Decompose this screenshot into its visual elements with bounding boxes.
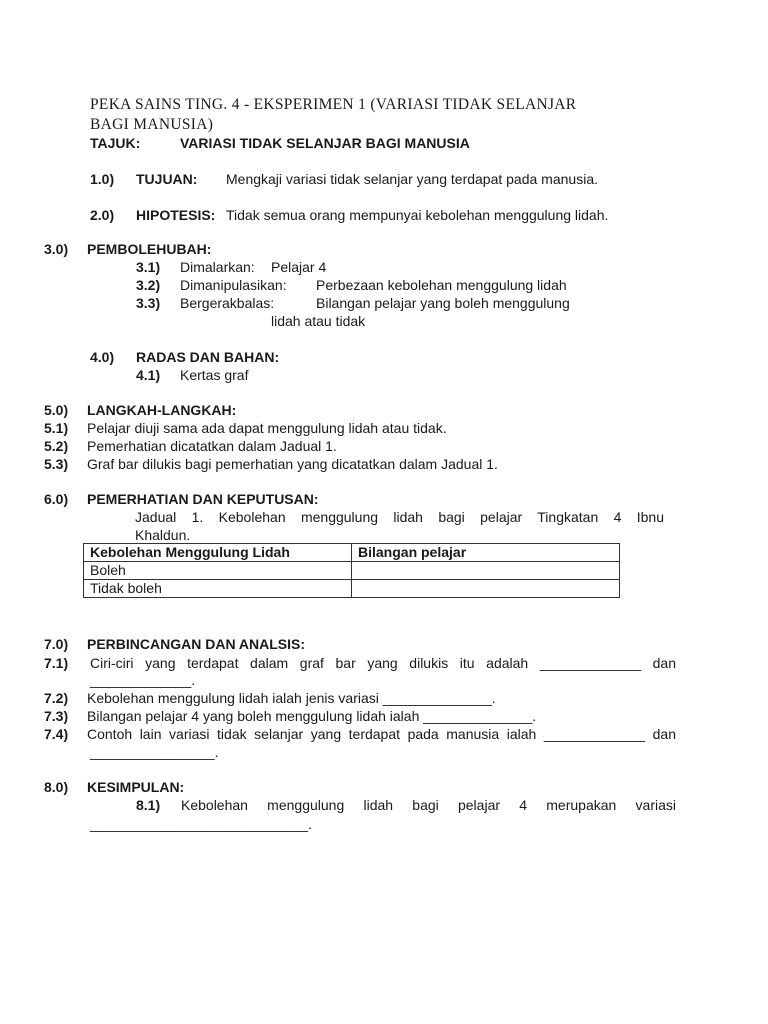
document-title-line1: PEKA SAINS TING. 4 - EKSPERIMEN 1 (VARIASI TIDAK SELANJAR bbox=[90, 96, 577, 113]
langkah-item-value: Graf bar dilukis bagi pemerhatian yang dicatatkan dalam Jadual 1. bbox=[87, 456, 498, 472]
hipotesis-number: 2.0) bbox=[90, 207, 115, 223]
pembolehubah-item-label: Dimanipulasikan: bbox=[180, 277, 287, 293]
kesimpulan-item-text-line2: ____________________________. bbox=[90, 816, 312, 832]
observation-table bbox=[83, 543, 620, 598]
perbincangan-item-number: 7.3) bbox=[44, 708, 69, 724]
pembolehubah-label: PEMBOLEHUBAH: bbox=[87, 241, 212, 257]
perbincangan-item-number: 7.4) bbox=[44, 726, 69, 742]
tujuan-value: Mengkaji variasi tidak selanjar yang terdapat pada manusia. bbox=[226, 171, 598, 187]
perbincangan-item-text: Ciri-ciri yang terdapat dalam graf bar yang dilukis itu adalah _____________ dan bbox=[90, 655, 676, 671]
table-row bbox=[84, 562, 620, 580]
pemerhatian-label: PEMERHATIAN DAN KEPUTUSAN: bbox=[87, 491, 319, 507]
perbincangan-item-text: Bilangan pelajar 4 yang boleh menggulung lidah ialah ______________. bbox=[87, 708, 537, 724]
kesimpulan-item-text: Kebolehan menggulung lidah bagi pelajar 4 merupakan variasi bbox=[181, 797, 676, 813]
table-header-cell: Bilangan pelajar bbox=[352, 544, 620, 562]
perbincangan-item-text-line2: _____________. bbox=[90, 672, 196, 688]
radas-item-value: Kertas graf bbox=[180, 367, 249, 383]
pembolehubah-item-value: Bilangan pelajar yang boleh menggulung bbox=[316, 295, 570, 311]
radas-number: 4.0) bbox=[90, 349, 115, 365]
langkah-number: 5.0) bbox=[44, 402, 69, 418]
pembolehubah-item-value: Pelajar 4 bbox=[271, 259, 327, 275]
table-caption-line2: Khaldun. bbox=[135, 527, 191, 543]
langkah-label: LANGKAH-LANGKAH: bbox=[87, 402, 237, 418]
table-caption-line1: Jadual 1. Kebolehan menggulung lidah bagi pelajar Tingkatan 4 Ibnu bbox=[135, 509, 664, 525]
table-header-row bbox=[84, 544, 620, 562]
perbincangan-item-number: 7.2) bbox=[44, 690, 69, 706]
document-title-line2: BAGI MANUSIA) bbox=[90, 116, 214, 133]
hipotesis-value: Tidak semua orang mempunyai kebolehan menggulung lidah. bbox=[226, 207, 609, 223]
hipotesis-label: HIPOTESIS: bbox=[136, 207, 216, 223]
table-row bbox=[84, 580, 620, 598]
pemerhatian-number: 6.0) bbox=[44, 491, 69, 507]
table-cell: Boleh bbox=[84, 562, 352, 580]
langkah-item-value: Pemerhatian dicatatkan dalam Jadual 1. bbox=[87, 438, 337, 454]
tajuk-value: VARIASI TIDAK SELANJAR BAGI MANUSIA bbox=[180, 135, 470, 151]
perbincangan-item-text: Kebolehan menggulung lidah ialah jenis variasi ______________. bbox=[87, 690, 496, 706]
perbincangan-item-number: 7.1) bbox=[44, 655, 69, 671]
radas-label: RADAS DAN BAHAN: bbox=[136, 349, 280, 365]
pembolehubah-number: 3.0) bbox=[44, 241, 69, 257]
perbincangan-label: PERBINCANGAN DAN ANALSIS: bbox=[87, 636, 306, 652]
kesimpulan-item-number: 8.1) bbox=[136, 797, 161, 813]
tajuk-label: TAJUK: bbox=[90, 135, 141, 151]
kesimpulan-label: KESIMPULAN: bbox=[87, 779, 185, 795]
langkah-item-number: 5.3) bbox=[44, 456, 69, 472]
table-cell bbox=[352, 562, 620, 580]
table-cell bbox=[352, 580, 620, 598]
perbincangan-number: 7.0) bbox=[44, 636, 69, 652]
kesimpulan-number: 8.0) bbox=[44, 779, 69, 795]
tujuan-number: 1.0) bbox=[90, 171, 115, 187]
langkah-item-value: Pelajar diuji sama ada dapat menggulung lidah atau tidak. bbox=[87, 420, 447, 436]
pembolehubah-item-value-continued: lidah atau tidak bbox=[271, 313, 366, 329]
pembolehubah-item-number: 3.2) bbox=[136, 277, 161, 293]
tujuan-label: TUJUAN: bbox=[136, 171, 198, 187]
langkah-item-number: 5.1) bbox=[44, 420, 69, 436]
pembolehubah-item-label: Bergerakbalas: bbox=[180, 295, 275, 311]
pembolehubah-item-value: Perbezaan kebolehan menggulung lidah bbox=[316, 277, 567, 293]
pembolehubah-item-label: Dimalarkan: bbox=[180, 259, 255, 275]
radas-item-number: 4.1) bbox=[136, 367, 161, 383]
pembolehubah-item-number: 3.1) bbox=[136, 259, 161, 275]
langkah-item-number: 5.2) bbox=[44, 438, 69, 454]
table-header-cell: Kebolehan Menggulung Lidah bbox=[84, 544, 352, 562]
perbincangan-item-text: Contoh lain variasi tidak selanjar yang terdapat pada manusia ialah _____________ dan bbox=[87, 726, 676, 742]
perbincangan-item-text-line2: ________________. bbox=[90, 744, 219, 760]
table-cell: Tidak boleh bbox=[84, 580, 352, 598]
pembolehubah-item-number: 3.3) bbox=[136, 295, 161, 311]
